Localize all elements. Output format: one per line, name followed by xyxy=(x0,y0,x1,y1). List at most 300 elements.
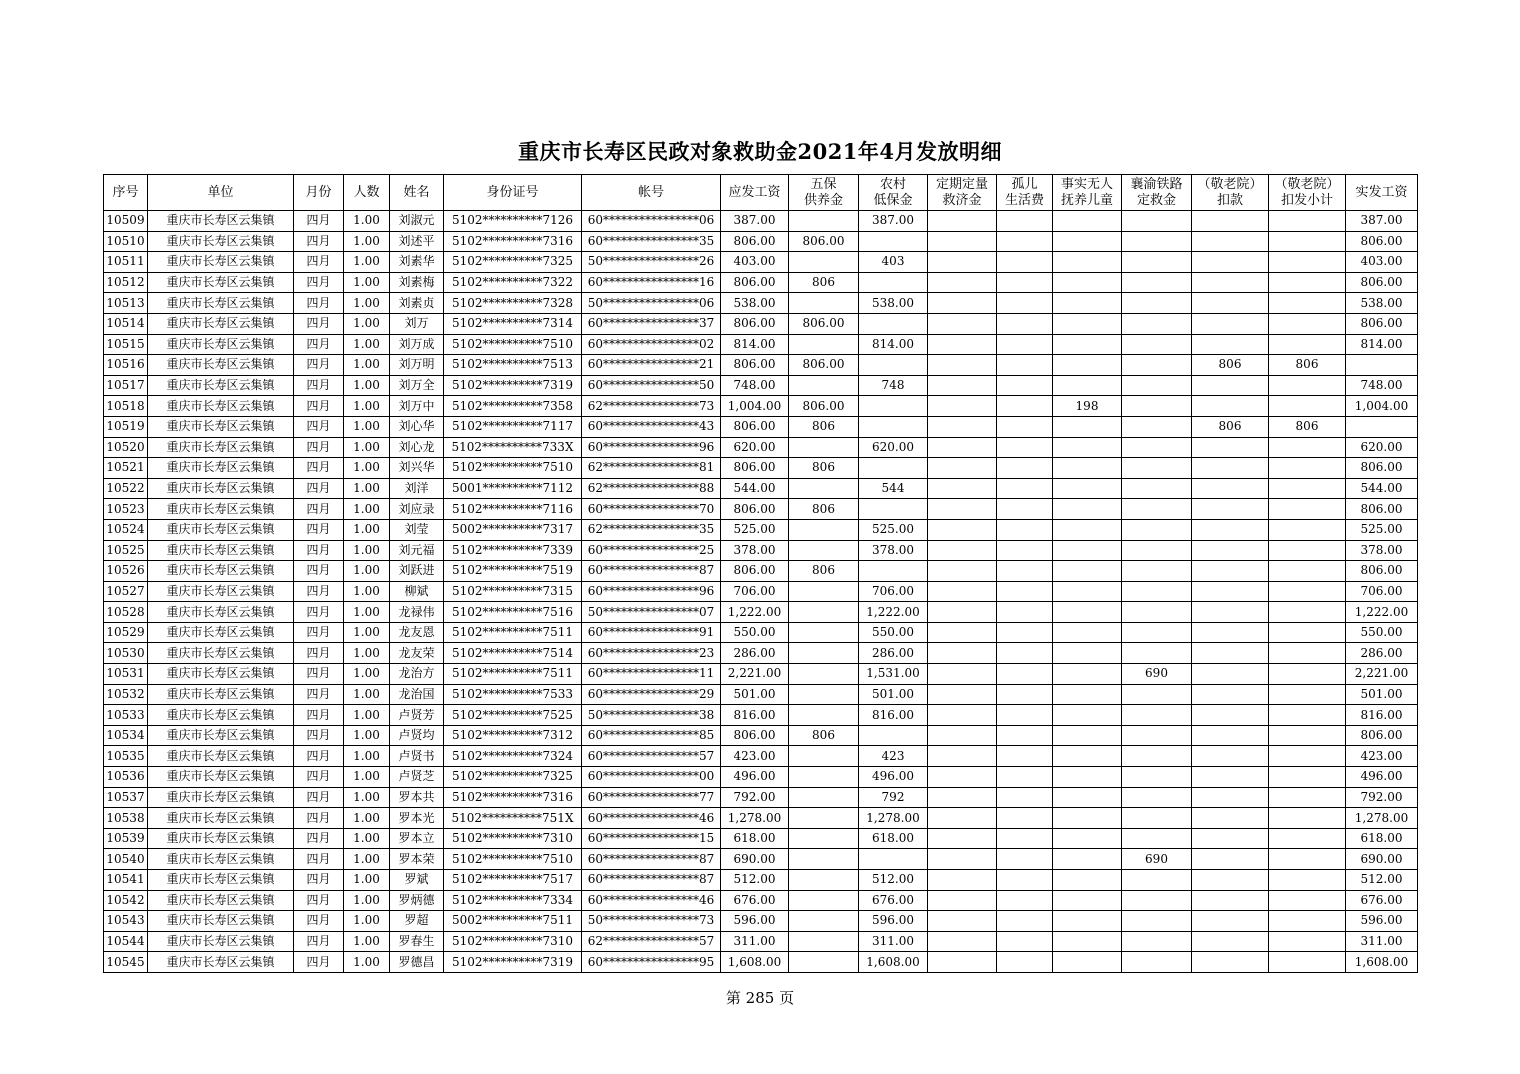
table-cell xyxy=(1053,211,1122,232)
table-cell xyxy=(1192,643,1269,664)
table-cell xyxy=(1192,478,1269,499)
table-cell xyxy=(1192,272,1269,293)
table-cell: 四月 xyxy=(294,519,344,540)
table-cell: 四月 xyxy=(294,684,344,705)
table-cell: 5102**********7310 xyxy=(444,931,582,952)
table-cell xyxy=(1122,746,1192,767)
table-cell xyxy=(1122,478,1192,499)
table-cell: 10533 xyxy=(104,705,148,726)
table-cell: 重庆市长寿区云集镇 xyxy=(148,519,294,540)
table-cell: 60****************37 xyxy=(582,313,721,334)
table-cell: 596.00 xyxy=(721,911,789,932)
table-cell: 496.00 xyxy=(721,767,789,788)
table-cell: 重庆市长寿区云集镇 xyxy=(148,355,294,376)
table-cell xyxy=(1192,561,1269,582)
table-cell: 刘述平 xyxy=(390,231,444,252)
table-cell: 刘兴华 xyxy=(390,458,444,479)
table-cell: 刘素华 xyxy=(390,252,444,273)
table-row xyxy=(104,231,1418,252)
column-header: 孤儿 生活费 xyxy=(997,175,1053,211)
table-cell xyxy=(1269,252,1346,273)
table-cell: 1,222.00 xyxy=(1346,602,1418,623)
table-cell: 10544 xyxy=(104,931,148,952)
table-cell xyxy=(1269,725,1346,746)
table-cell: 62****************57 xyxy=(582,931,721,952)
table-cell: 816.00 xyxy=(859,705,928,726)
table-cell: 5102**********7312 xyxy=(444,725,582,746)
table-cell: 60****************70 xyxy=(582,499,721,520)
table-cell: 10529 xyxy=(104,622,148,643)
table-cell: 10522 xyxy=(104,478,148,499)
table-cell: 60****************96 xyxy=(582,581,721,602)
table-row xyxy=(104,849,1418,870)
column-header: 序号 xyxy=(104,175,148,211)
table-cell: 10509 xyxy=(104,211,148,232)
table-cell: 1,608.00 xyxy=(859,952,928,973)
table-cell xyxy=(1269,478,1346,499)
table-cell xyxy=(997,931,1053,952)
table-cell: 10525 xyxy=(104,540,148,561)
table-cell xyxy=(1192,581,1269,602)
table-cell xyxy=(1269,828,1346,849)
table-cell xyxy=(1053,725,1122,746)
table-cell: 5102**********751X xyxy=(444,808,582,829)
table-cell: 5102**********7316 xyxy=(444,787,582,808)
table-cell: 806.00 xyxy=(1346,499,1418,520)
table-cell xyxy=(997,252,1053,273)
table-cell xyxy=(1122,643,1192,664)
table-cell: 重庆市长寿区云集镇 xyxy=(148,643,294,664)
table-cell xyxy=(1122,437,1192,458)
table-cell: 806 xyxy=(1269,355,1346,376)
table-cell: 10518 xyxy=(104,396,148,417)
table-cell: 60****************91 xyxy=(582,622,721,643)
table-cell xyxy=(1192,664,1269,685)
table-cell: 525.00 xyxy=(721,519,789,540)
table-cell xyxy=(1269,684,1346,705)
table-cell xyxy=(928,622,997,643)
page-title: 重庆市长寿区民政对象救助金2021年4月发放明细 xyxy=(517,139,1003,164)
table-cell xyxy=(1192,767,1269,788)
table-cell xyxy=(789,870,859,891)
table-cell: 1.00 xyxy=(344,705,390,726)
table-cell xyxy=(859,355,928,376)
table-cell: 10510 xyxy=(104,231,148,252)
table-cell: 806.00 xyxy=(721,499,789,520)
table-cell xyxy=(928,931,997,952)
table-cell: 1.00 xyxy=(344,355,390,376)
table-cell xyxy=(859,313,928,334)
table-cell: 60****************00 xyxy=(582,767,721,788)
table-cell xyxy=(789,705,859,726)
table-cell xyxy=(997,870,1053,891)
table-cell: 重庆市长寿区云集镇 xyxy=(148,911,294,932)
table-cell xyxy=(1269,458,1346,479)
table-cell: 重庆市长寿区云集镇 xyxy=(148,931,294,952)
table-cell: 311.00 xyxy=(1346,931,1418,952)
table-cell: 四月 xyxy=(294,355,344,376)
table-cell xyxy=(1053,355,1122,376)
table-cell xyxy=(1122,396,1192,417)
table-cell xyxy=(1192,890,1269,911)
table-cell: 1,531.00 xyxy=(859,664,928,685)
table-cell: 四月 xyxy=(294,540,344,561)
table-cell: 重庆市长寿区云集镇 xyxy=(148,952,294,973)
table-cell xyxy=(1053,849,1122,870)
table-cell: 60****************29 xyxy=(582,684,721,705)
table-cell xyxy=(928,334,997,355)
table-cell xyxy=(928,767,997,788)
table-cell: 423.00 xyxy=(721,746,789,767)
table-cell: 刘万明 xyxy=(390,355,444,376)
table-cell xyxy=(928,272,997,293)
table-cell: 538.00 xyxy=(721,293,789,314)
table-cell: 690.00 xyxy=(1346,849,1418,870)
table-row xyxy=(104,334,1418,355)
table-cell: 1.00 xyxy=(344,890,390,911)
table-row xyxy=(104,684,1418,705)
table-cell xyxy=(928,890,997,911)
table-cell: 10527 xyxy=(104,581,148,602)
table-cell xyxy=(1269,313,1346,334)
table-cell: 刘万中 xyxy=(390,396,444,417)
table-cell: 792.00 xyxy=(1346,787,1418,808)
table-cell xyxy=(1269,746,1346,767)
table-cell xyxy=(859,849,928,870)
table-cell: 1,278.00 xyxy=(1346,808,1418,829)
table-cell xyxy=(997,478,1053,499)
table-cell: 罗炳德 xyxy=(390,890,444,911)
table-cell xyxy=(1192,911,1269,932)
table-cell: 378.00 xyxy=(1346,540,1418,561)
table-cell xyxy=(1122,313,1192,334)
table-cell: 10523 xyxy=(104,499,148,520)
table-cell: 512.00 xyxy=(721,870,789,891)
table-cell: 706.00 xyxy=(859,581,928,602)
table-cell: 5102**********7322 xyxy=(444,272,582,293)
table-row xyxy=(104,602,1418,623)
table-cell: 卢贤均 xyxy=(390,725,444,746)
table-row xyxy=(104,643,1418,664)
table-cell: 550.00 xyxy=(859,622,928,643)
table-cell xyxy=(997,581,1053,602)
column-header: 实发工资 xyxy=(1346,175,1418,211)
table-cell xyxy=(1192,396,1269,417)
table-cell: 806.00 xyxy=(1346,458,1418,479)
table-cell xyxy=(1053,540,1122,561)
table-cell: 387.00 xyxy=(721,211,789,232)
table-cell: 四月 xyxy=(294,622,344,643)
table-cell xyxy=(1192,684,1269,705)
table-cell xyxy=(928,540,997,561)
table-cell: 544.00 xyxy=(1346,478,1418,499)
table-cell: 596.00 xyxy=(1346,911,1418,932)
table-cell xyxy=(1192,252,1269,273)
table-cell: 806 xyxy=(1192,355,1269,376)
table-cell xyxy=(997,808,1053,829)
table-cell: 1.00 xyxy=(344,870,390,891)
table-cell: 四月 xyxy=(294,581,344,602)
table-cell: 10534 xyxy=(104,725,148,746)
table-cell xyxy=(1192,458,1269,479)
table-cell: 10530 xyxy=(104,643,148,664)
table-cell: 重庆市长寿区云集镇 xyxy=(148,478,294,499)
table-cell: 刘万全 xyxy=(390,375,444,396)
table-cell: 60****************23 xyxy=(582,643,721,664)
table-cell: 5102**********7510 xyxy=(444,334,582,355)
table-cell xyxy=(1269,664,1346,685)
table-cell xyxy=(1053,334,1122,355)
table-cell xyxy=(1122,705,1192,726)
table-cell xyxy=(928,746,997,767)
table-cell xyxy=(1192,375,1269,396)
table-cell xyxy=(997,334,1053,355)
table-cell: 重庆市长寿区云集镇 xyxy=(148,828,294,849)
table-cell: 刘元福 xyxy=(390,540,444,561)
table-cell: 重庆市长寿区云集镇 xyxy=(148,870,294,891)
table-cell: 四月 xyxy=(294,911,344,932)
table-cell xyxy=(1269,272,1346,293)
table-cell xyxy=(859,499,928,520)
table-cell: 10531 xyxy=(104,664,148,685)
table-cell xyxy=(997,293,1053,314)
table-cell xyxy=(997,519,1053,540)
table-cell xyxy=(928,602,997,623)
table-cell xyxy=(928,705,997,726)
table-cell xyxy=(928,313,997,334)
table-cell: 10519 xyxy=(104,416,148,437)
table-cell xyxy=(1269,890,1346,911)
table-cell xyxy=(1122,499,1192,520)
table-row xyxy=(104,396,1418,417)
table-cell xyxy=(1053,705,1122,726)
table-cell xyxy=(1346,416,1418,437)
table-cell xyxy=(997,849,1053,870)
table-cell: 1,608.00 xyxy=(721,952,789,973)
table-cell xyxy=(1122,828,1192,849)
table-cell: 806.00 xyxy=(721,231,789,252)
table-cell xyxy=(997,725,1053,746)
table-cell: 罗本立 xyxy=(390,828,444,849)
table-cell xyxy=(1269,211,1346,232)
table-cell: 60****************87 xyxy=(582,849,721,870)
table-cell xyxy=(1192,746,1269,767)
table-cell: 286.00 xyxy=(1346,643,1418,664)
table-cell xyxy=(1053,375,1122,396)
table-cell: 1.00 xyxy=(344,952,390,973)
table-cell: 676.00 xyxy=(721,890,789,911)
table-cell: 1,608.00 xyxy=(1346,952,1418,973)
table-cell: 806.00 xyxy=(721,561,789,582)
table-cell: 50****************26 xyxy=(582,252,721,273)
table-cell: 四月 xyxy=(294,890,344,911)
table-cell: 龙治国 xyxy=(390,684,444,705)
table-cell xyxy=(1053,767,1122,788)
table-cell xyxy=(1053,231,1122,252)
table-cell xyxy=(928,664,997,685)
table-cell: 重庆市长寿区云集镇 xyxy=(148,725,294,746)
table-cell xyxy=(997,416,1053,437)
table-cell xyxy=(1192,828,1269,849)
table-cell xyxy=(1269,519,1346,540)
table-cell: 重庆市长寿区云集镇 xyxy=(148,313,294,334)
table-cell: 1,278.00 xyxy=(721,808,789,829)
table-cell: 806.00 xyxy=(721,272,789,293)
table-cell xyxy=(1269,787,1346,808)
table-cell: 496.00 xyxy=(1346,767,1418,788)
table-cell: 501.00 xyxy=(859,684,928,705)
table-cell: 60****************15 xyxy=(582,828,721,849)
table-cell xyxy=(859,231,928,252)
table-cell xyxy=(997,437,1053,458)
table-cell: 1.00 xyxy=(344,767,390,788)
table-cell: 刘淑元 xyxy=(390,211,444,232)
table-cell: 10536 xyxy=(104,767,148,788)
table-cell: 706.00 xyxy=(1346,581,1418,602)
table-cell xyxy=(997,684,1053,705)
table-cell: 重庆市长寿区云集镇 xyxy=(148,684,294,705)
table-cell xyxy=(1192,231,1269,252)
table-cell: 550.00 xyxy=(721,622,789,643)
table-cell xyxy=(1053,911,1122,932)
table-cell: 罗斌 xyxy=(390,870,444,891)
table-cell xyxy=(789,602,859,623)
table-cell xyxy=(1192,849,1269,870)
table-cell xyxy=(1122,808,1192,829)
table-cell: 618.00 xyxy=(859,828,928,849)
table-cell xyxy=(928,684,997,705)
table-cell xyxy=(1192,952,1269,973)
table-cell: 60****************77 xyxy=(582,787,721,808)
column-header: 襄渝铁路 定救金 xyxy=(1122,175,1192,211)
table-cell: 重庆市长寿区云集镇 xyxy=(148,416,294,437)
table-cell xyxy=(1122,519,1192,540)
table-cell: 刘万成 xyxy=(390,334,444,355)
table-cell: 10513 xyxy=(104,293,148,314)
table-cell: 10535 xyxy=(104,746,148,767)
table-cell xyxy=(1122,334,1192,355)
table-cell: 806.00 xyxy=(1346,313,1418,334)
table-cell: 5102**********7510 xyxy=(444,849,582,870)
table-cell xyxy=(997,643,1053,664)
table-cell: 10541 xyxy=(104,870,148,891)
table-cell: 10542 xyxy=(104,890,148,911)
table-row xyxy=(104,911,1418,932)
table-cell: 10539 xyxy=(104,828,148,849)
table-cell: 806.00 xyxy=(1346,561,1418,582)
table-cell xyxy=(1053,478,1122,499)
table-cell xyxy=(1053,931,1122,952)
table-cell xyxy=(928,911,997,932)
table-cell: 60****************57 xyxy=(582,746,721,767)
table-row xyxy=(104,581,1418,602)
table-cell xyxy=(789,211,859,232)
table-cell: 403 xyxy=(859,252,928,273)
table-cell: 四月 xyxy=(294,705,344,726)
table-cell: 5102**********7117 xyxy=(444,416,582,437)
table-cell: 816.00 xyxy=(1346,705,1418,726)
table-row xyxy=(104,787,1418,808)
table-cell xyxy=(928,808,997,829)
table-cell: 5002**********7511 xyxy=(444,911,582,932)
table-cell xyxy=(928,643,997,664)
table-cell: 62****************35 xyxy=(582,519,721,540)
table-cell xyxy=(1192,622,1269,643)
table-cell: 2,221.00 xyxy=(721,664,789,685)
table-cell xyxy=(928,952,997,973)
table-cell: 10528 xyxy=(104,602,148,623)
table-cell: 四月 xyxy=(294,416,344,437)
table-cell: 2,221.00 xyxy=(1346,664,1418,685)
table-cell xyxy=(1053,684,1122,705)
table-cell: 806 xyxy=(789,561,859,582)
table-cell xyxy=(789,519,859,540)
table-cell: 罗本共 xyxy=(390,787,444,808)
table-cell: 1.00 xyxy=(344,828,390,849)
table-cell xyxy=(1122,540,1192,561)
table-cell xyxy=(1053,499,1122,520)
table-cell xyxy=(789,334,859,355)
table-cell xyxy=(1192,787,1269,808)
table-cell: 5102**********7358 xyxy=(444,396,582,417)
table-cell xyxy=(1122,787,1192,808)
table-cell: 重庆市长寿区云集镇 xyxy=(148,622,294,643)
table-cell: 龙禄伟 xyxy=(390,602,444,623)
table-cell xyxy=(789,849,859,870)
table-cell: 5102**********7319 xyxy=(444,952,582,973)
table-cell xyxy=(1192,602,1269,623)
table-cell: 1.00 xyxy=(344,375,390,396)
table-cell: 四月 xyxy=(294,931,344,952)
table-cell xyxy=(789,767,859,788)
table-cell: 四月 xyxy=(294,664,344,685)
table-cell: 792.00 xyxy=(721,787,789,808)
table-cell: 5102**********7339 xyxy=(444,540,582,561)
table-cell xyxy=(1053,643,1122,664)
table-cell: 龙友恩 xyxy=(390,622,444,643)
table-cell: 387.00 xyxy=(1346,211,1418,232)
table-cell: 重庆市长寿区云集镇 xyxy=(148,787,294,808)
table-cell xyxy=(997,355,1053,376)
table-cell: 5102**********733X xyxy=(444,437,582,458)
table-cell: 重庆市长寿区云集镇 xyxy=(148,808,294,829)
table-cell: 596.00 xyxy=(859,911,928,932)
table-cell: 806.00 xyxy=(721,313,789,334)
table-cell xyxy=(1053,622,1122,643)
table-cell xyxy=(1192,931,1269,952)
table-cell xyxy=(997,375,1053,396)
table-cell: 四月 xyxy=(294,272,344,293)
table-cell xyxy=(1192,334,1269,355)
table-cell: 5102**********7316 xyxy=(444,231,582,252)
table-cell: 50****************73 xyxy=(582,911,721,932)
table-cell: 1,004.00 xyxy=(1346,396,1418,417)
table-cell: 814.00 xyxy=(859,334,928,355)
table-cell: 四月 xyxy=(294,478,344,499)
table-cell: 806 xyxy=(1269,416,1346,437)
table-cell xyxy=(1122,581,1192,602)
table-cell xyxy=(1053,787,1122,808)
table-cell: 690 xyxy=(1122,664,1192,685)
table-cell: 5102**********7519 xyxy=(444,561,582,582)
table-cell xyxy=(997,540,1053,561)
table-cell: 10512 xyxy=(104,272,148,293)
table-cell xyxy=(997,602,1053,623)
table-cell: 重庆市长寿区云集镇 xyxy=(148,767,294,788)
table-cell xyxy=(997,767,1053,788)
table-cell: 423.00 xyxy=(1346,746,1418,767)
table-cell: 1.00 xyxy=(344,396,390,417)
